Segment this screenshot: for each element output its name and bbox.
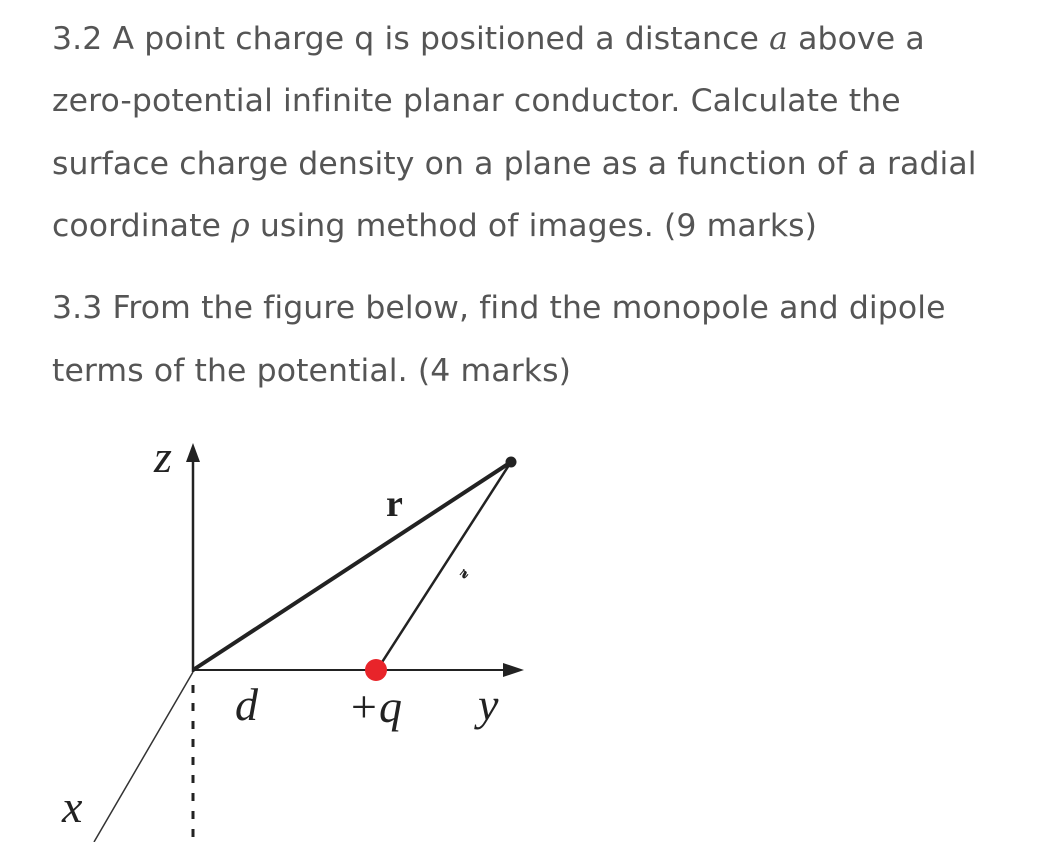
d-label: d [235, 679, 258, 730]
q32-line-3: surface charge density on a plane as a function of a radial [52, 146, 977, 182]
q32-text: 3.2 A point charge q is positioned a distance [52, 21, 770, 57]
charge-label: +q [348, 681, 403, 732]
z-axis-arrowhead [186, 443, 200, 462]
q32-line-2: zero-potential infinite planar conductor. Calculate the [52, 83, 901, 119]
q32-line-1 [52, 19, 925, 59]
y-axis-label: y [478, 679, 499, 730]
q32-line-4 [52, 206, 817, 246]
radial-variable-rho: ρ [231, 208, 250, 244]
separation-label: 𝓇 [460, 561, 469, 583]
x-axis-label: x [62, 781, 83, 832]
field-point [506, 457, 517, 468]
q33-line-1: 3.3 From the figure below, find the monopole and dipole [52, 290, 946, 326]
y-axis-arrowhead [503, 663, 524, 677]
charge-geometry-figure [0, 400, 1057, 842]
point-charge [365, 659, 387, 681]
x-axis [94, 672, 193, 842]
q32-text: above a [788, 21, 925, 57]
q32-text: using method of images. (9 marks) [249, 208, 818, 244]
r-label: r [386, 483, 403, 525]
q33-line-2: terms of the potential. (4 marks) [52, 353, 571, 389]
z-axis-label: z [154, 431, 172, 482]
distance-variable-a: a [769, 21, 789, 57]
q32-text: coordinate [52, 208, 232, 244]
